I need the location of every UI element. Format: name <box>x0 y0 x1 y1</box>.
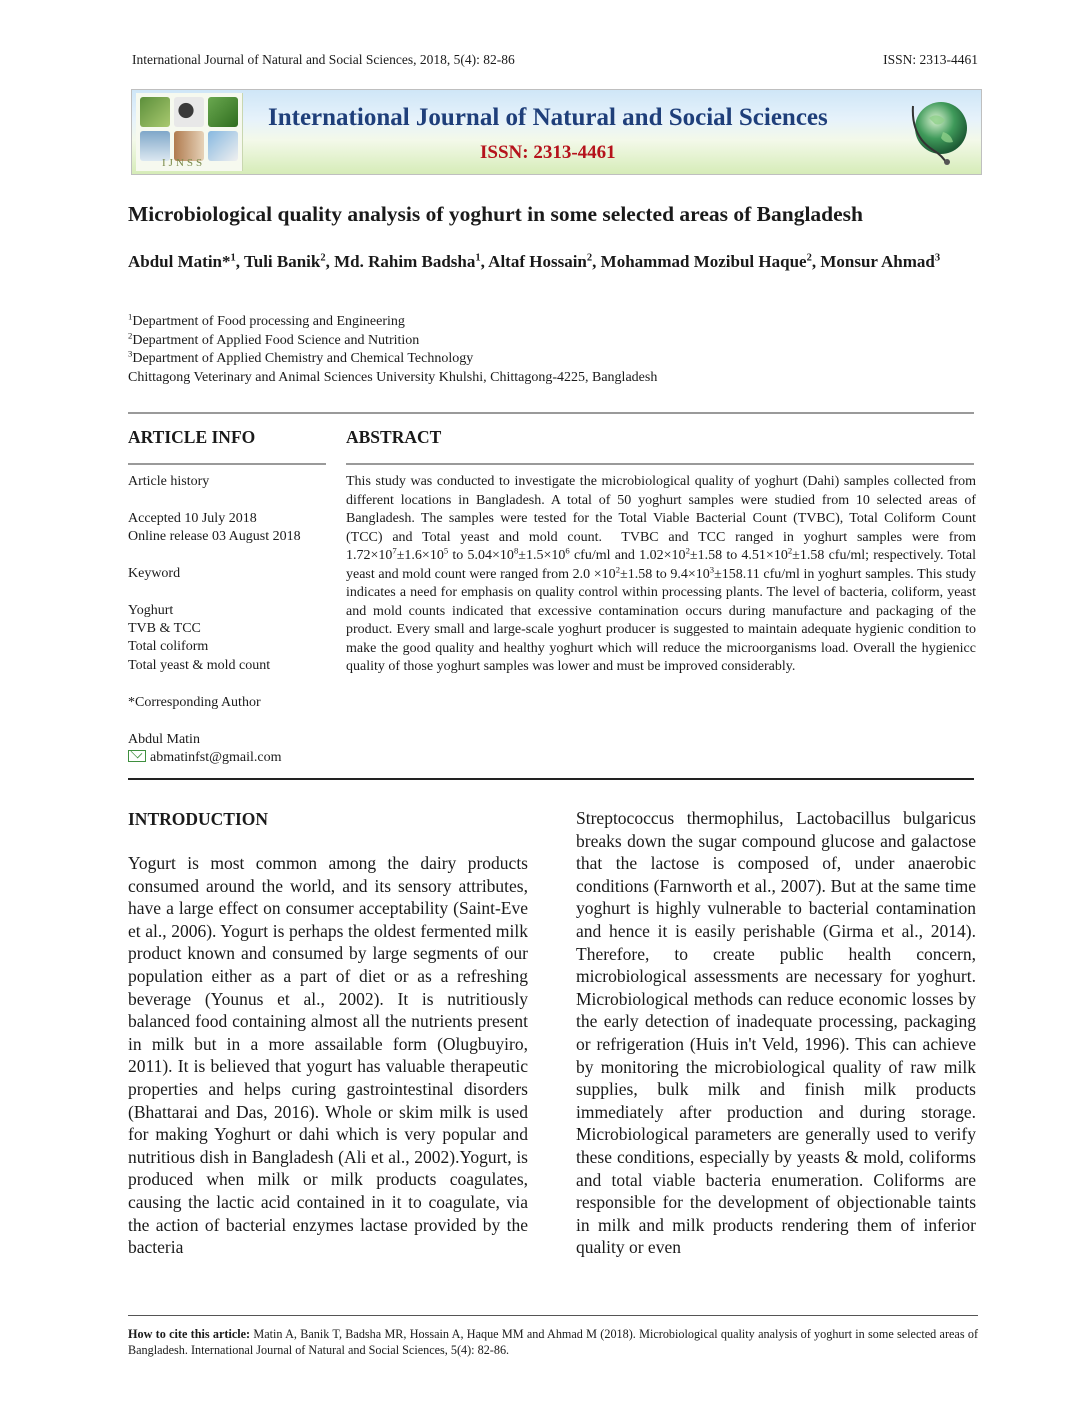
affiliation-line: $^3$Department of Applied Chemistry and Chemical Technology <box>128 348 474 366</box>
keyword-item: Total coliform <box>128 639 209 654</box>
intro-paragraph: Yogurt is most common among the dairy products consumed around the world, and its sensory attributes, have a large effect on consumer acceptability (Saint-Eve et al., 2006). Yogurt is perhaps the oldest fermented milk product known and consumed by large segments of our population either as a part of diet or as a refreshing beverage (Younus et al., 2002). It is nutritiously balanced food containing almost all the nutrients present in milk but in a more assailable form (Olugbuyiro, 2011). It is believed that yogurt has valuable therapeutic properties and helps curing gastrointestinal disorders (Bhattarai and Das, 2016). Whole or skim milk is used for making Yoghurt or dahi which is very popular and nutritious dish in Bangladesh (Ali et al., 2002).Yogurt, is produced when milk or milk products coagulates, causing the lactic acid contained in it to coagulate, via the action of bacterial enzymes lactase provided by the bacteria <box>128 853 528 1258</box>
corresponding-author-label: *Corresponding Author <box>128 695 261 710</box>
header-end-divider <box>128 778 974 780</box>
affiliation-line: Chittagong Veterinary and Animal Sciences University Khulshi, Chittagong-4225, Bangladesh <box>128 369 658 385</box>
citation-text: Matin A, Banik T, Badsha MR, Hossain A, Haque MM and Ahmad M (2018). Microbiological quality analysis of yoghurt in some selected areas of Bangladesh. International Journal of Natural and Social Sciences, 5(4): 82-86. <box>128 1327 979 1357</box>
intro-column-right <box>576 807 976 1259</box>
info-divider <box>128 463 326 465</box>
citation-note <box>128 1326 978 1358</box>
author-email[interactable]: abmatinfst@gmail.com <box>150 750 282 765</box>
accepted-date: Accepted 10 July 2018 <box>128 511 257 526</box>
intro-paragraph: Streptococcus thermophilus, Lactobacillus bulgaricus breaks down the sugar compound glucose and galactose that the lactose is composed of, under anaerobic conditions (Farnworth et al., 2007). But at the same time yoghurt is highly vulnerable to bacterial contamination and hence it is easily perishable (Girma et al., 2014). Therefore, to create public health concern, microbiological assessments are necessary for yoghurt. Microbiological methods can reduce economic losses by the early detection of inadequate processing, packaging or refrigeration (Huis in't Veld, 1996). This can achieve by monitoring the microbiological quality of raw milk supplies, bulk milk and finish milk products immediately after production and during storage. Microbiological parameters are generally used to verify these conditions, especially by yeasts & mold, coliforms and total viable bacteria enumeration. Coliforms are responsible for the development of objectionable taints in milk and milk products rendering them of inferior quality or even <box>576 808 976 1258</box>
logo-text: IJNSS <box>162 157 206 169</box>
abstract-heading: ABSTRACT <box>346 427 442 447</box>
lab-image <box>208 131 238 161</box>
abstract-text: This study was conducted to investigate the microbiological quality of yoghurt (Dahi) samples collected from different locations in Bangladesh. A total of 50 yoghurt samples were studied from 10 selected areas of Bangladesh. The samples were tested for the Total Viable Bacterial Count (TVBC), Total Coliform Count (TCC) and Total yeast and mold count. TVBC and TCC ranged in yoghurt samples were from $1.72\times 10^7\pm 1.6\times 10^5$ to $5.04\times 10^8\pm 1.5\times 10^6$ cfu/ml and $1.02\times 10^2\pm 1.58$ to $4.51\times 10^2\pm 1.58$ cfu/ml; respectively. Total yeast and mold count were ranged from $2.0 \times 10^2\pm 1.58$ to $9.4\times 10^3\pm 158.11$ cfu/ml in yoghurt samples. This study indicates a need for emphasis on quality control within processing plants. The level of bacteria, coliform, yeast and mold counts indicated that excessive contamination occurs during manufacture and packaging of the product. Every small and large-scale yoghurt producer is suggested to maintain adequate hygienic condition to make the good quality and healthy yoghurt which will reduce the microorganisms load. Overall the hygienicc quality of those yoghurt samples was lower and must be improved considerably. <box>346 474 977 674</box>
keyword-item: Yoghurt <box>128 603 174 618</box>
animal-image <box>174 97 204 127</box>
globe-stethoscope-icon <box>907 96 971 166</box>
citation-label: How to cite this article: <box>128 1327 251 1341</box>
keyword-label: Keyword <box>128 566 181 581</box>
abstract-divider <box>346 463 974 465</box>
running-header <box>132 52 978 68</box>
affiliation-line: $^1$Department of Food processing and Engineering <box>128 311 405 329</box>
introduction-heading: INTRODUCTION <box>128 809 269 829</box>
issn-header: ISSN: 2313-4461 <box>883 52 978 67</box>
article-history-label: Article history <box>128 474 210 489</box>
banner-title: International Journal of Natural and Social Sciences <box>268 104 828 131</box>
article-info-heading: ARTICLE INFO <box>128 427 256 447</box>
keyword-item: TVB & TCC <box>128 621 201 636</box>
journal-citation-header: International Journal of Natural and Social Sciences, 2018, 5(4): 82-86 <box>132 52 515 67</box>
section-divider <box>128 412 974 414</box>
journal-logo <box>136 93 243 171</box>
keyword-item: Total yeast & mold count <box>128 658 271 673</box>
author-email-row <box>128 749 326 768</box>
footer-divider <box>128 1315 978 1316</box>
intro-column-left <box>128 852 528 1259</box>
online-date: Online release 03 August 2018 <box>128 529 301 544</box>
author-list: Abdul Matin*$^1$, Tuli Banik$^2$, Md. Rahim Badsha$^1$, Altaf Hossain$^2$, Mohammad Mozibul Haque$^2$, Monsur Ahmad$^3$ <box>128 252 941 271</box>
journal-banner <box>131 89 982 175</box>
plant-image <box>140 97 170 127</box>
mail-icon <box>128 750 146 762</box>
affiliations <box>128 313 978 387</box>
affiliation-line: $^2$Department of Applied Food Science and Nutrition <box>128 329 420 348</box>
paper-title: Microbiological quality analysis of yoghurt in some selected areas of Bangladesh <box>128 202 863 226</box>
leaf-image <box>208 97 238 127</box>
banner-issn: ISSN: 2313-4461 <box>480 142 616 163</box>
corresponding-author-name: Abdul Matin <box>128 732 200 747</box>
